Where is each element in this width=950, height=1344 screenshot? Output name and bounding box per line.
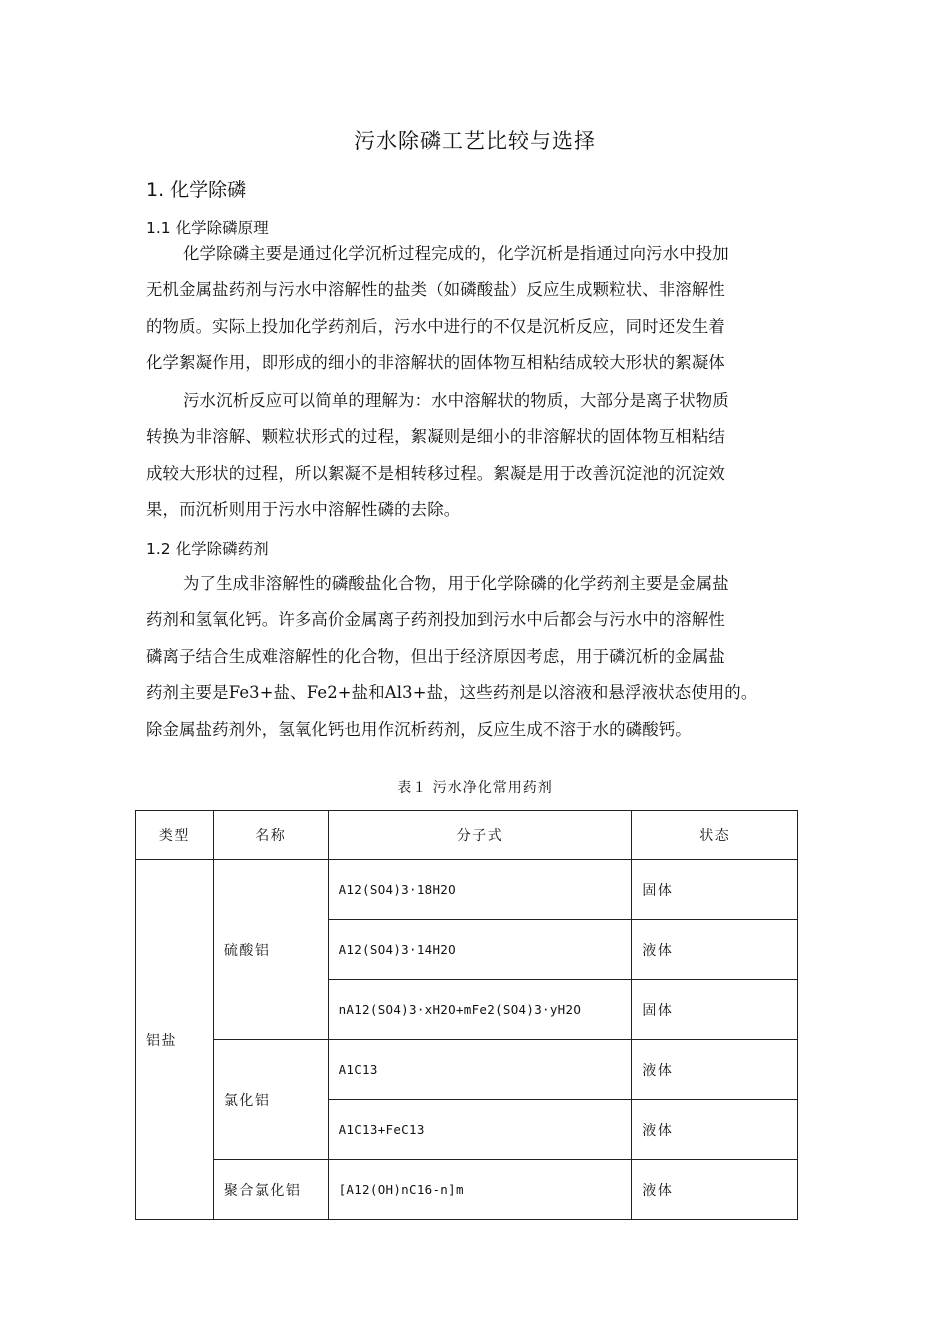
header-formula: 分子式 — [328, 811, 632, 860]
paragraph-line: 除金属盐药剂外，氢氧化钙也用作沉析药剂，反应生成不溶于水的磷酸钙。 — [146, 719, 692, 739]
formula-cell: [A12(OH)nC16-n]m — [328, 1160, 632, 1220]
paragraph-line: 药剂主要是Fe3+盐、Fe2+盐和Al3+盐，这些药剂是以溶液和悬浮液状态使用的。 — [146, 683, 758, 703]
state-cell: 固体 — [632, 860, 798, 920]
formula-cell: nA12(SO4)3·xH2O+mFe2(SO4)3·yH2O — [328, 980, 632, 1040]
paragraph-line: 污水沉析反应可以简单的理解为：水中溶解状的物质，大部分是离子状物质 — [183, 391, 729, 410]
paragraph-precipitation — [146, 383, 806, 529]
table-row — [136, 1040, 798, 1100]
table-header-row — [136, 811, 798, 860]
category-cell: 铝盐 — [136, 860, 214, 1220]
subsection-heading-principle: 1.1 化学除磷原理 — [146, 219, 269, 237]
paragraph-line: 磷离子结合生成难溶解性的化合物，但出于经济原因考虑，用于磷沉析的金属盐 — [146, 646, 725, 666]
state-cell: 液体 — [632, 1160, 798, 1220]
state-cell: 液体 — [632, 920, 798, 980]
name-cell: 氯化铝 — [213, 1040, 328, 1160]
paragraph-line: 果，而沉析则用于污水中溶解性磷的去除。 — [146, 500, 461, 520]
formula-cell: A1C13+FeC13 — [328, 1100, 632, 1160]
subsection-heading-reagents: 1.2 化学除磷药剂 — [146, 540, 269, 558]
header-state: 状态 — [632, 811, 798, 860]
header-name: 名称 — [213, 811, 328, 860]
paragraph-line: 药剂和氢氧化钙。许多高价金属离子药剂投加到污水中后都会与污水中的溶解性 — [146, 610, 725, 630]
section-heading-chemical-phosphorus-removal: 1. 化学除磷 — [146, 179, 247, 201]
formula-cell: A12(SO4)3·18H2O — [328, 860, 632, 920]
document-title: 污水除磷工艺比较与选择 — [354, 129, 596, 153]
paragraph-line: 为了生成非溶解性的磷酸盐化合物，用于化学除磷的化学药剂主要是金属盐 — [183, 574, 729, 593]
table-row — [136, 1160, 798, 1220]
state-cell: 固体 — [632, 980, 798, 1040]
state-cell: 液体 — [632, 1040, 798, 1100]
paragraph-line: 化学絮凝作用，即形成的细小的非溶解状的固体物互相粘结成较大形状的絮凝体 — [146, 353, 725, 373]
name-cell: 聚合氯化铝 — [213, 1160, 328, 1220]
paragraph-line: 化学除磷主要是通过化学沉析过程完成的，化学沉析是指通过向污水中投加 — [183, 244, 729, 263]
paragraph-reagents — [146, 566, 806, 748]
paragraph-line: 成较大形状的过程，所以絮凝不是相转移过程。絮凝是用于改善沉淀池的沉淀效 — [146, 463, 725, 483]
name-cell: 硫酸铝 — [213, 860, 328, 1040]
formula-cell: A12(SO4)3·14H2O — [328, 920, 632, 980]
paragraph-principle — [146, 236, 806, 382]
state-cell: 液体 — [632, 1100, 798, 1160]
table-row — [136, 860, 798, 920]
table-caption: 表１ 污水净化常用药剂 — [397, 780, 553, 796]
header-type: 类型 — [136, 811, 214, 860]
reagent-table — [135, 810, 798, 1220]
paragraph-line: 无机金属盐药剂与污水中溶解性的盐类（如磷酸盐）反应生成颗粒状、非溶解性 — [146, 280, 725, 300]
formula-cell: A1C13 — [328, 1040, 632, 1100]
paragraph-line: 转换为非溶解、颗粒状形式的过程，絮凝则是细小的非溶解状的固体物互相粘结 — [146, 427, 725, 447]
paragraph-line: 的物质。实际上投加化学药剂后，污水中进行的不仅是沉析反应，同时还发生着 — [146, 316, 725, 336]
